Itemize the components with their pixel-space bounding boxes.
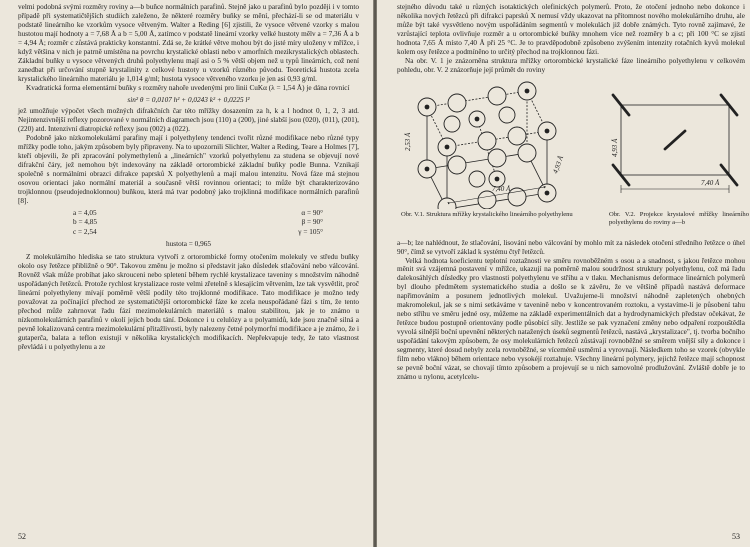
param-beta: β = 90° [301, 218, 323, 227]
fig2-dim-b: 4,93 Å [611, 138, 619, 157]
paragraph: a—b; lze nahlédnout, že stlačování, lisování nebo válcování by mohlo mít za následek otočení středního řetězce o úhel 90°, čímž se vytvoří základ k systému čtyř řetězců. [397, 238, 745, 256]
fig1-dim-b: 4,93 Å [551, 154, 566, 175]
param-gamma: γ = 105° [298, 227, 323, 236]
paragraph: Podobně jako nízkomolekulární parafiny mají i polyethyleny tendenci tvořit různé modifikace nebo různé typy mřížky podle toho, jakým způsobem byly připraveny. Na to upozornili Slichter, Walter a Reding, Teare a Holmes [7], kteří objevili, že při zpracování polymethylenů a „lineárních" vzorků polyethylenu za studena se objevují nové difrakční čáry, jež nemohou být indexovány na základě ortorombické základní buňky podle Bunna. Vznikají společně s normálními obrazci difrakce paprsků X polyethylenů a mají malou intenzitu. Nová fáze má stejnou osovou orientaci jako normální materiál a současně větší rovinnou orientaci; to může být charakterizováno trojklonnou (pseudojednoklonnou) buňkou, která má tvar podobný jako trojklinná modifikace normálních parafinů [8]. [18, 134, 359, 206]
axis-lengths [73, 209, 97, 238]
fig2-dim-a: 7,40 Å [701, 178, 720, 187]
paragraph: Z molekulárního hlediska se tato struktura vytvoří z ortorombické formy otočením molekuly ve středu buňky okolo osy řetězce přibližně o 90°. Takovou změnu je možno si představit jako důsledek stlačování nebo válcování. Rovněž však může probíhat jako skrouceni nebo spletení během rychlé krystalizace taveniny s množstvím náhodně uspořádaných řetězců. Protože rychlost krystalizace roste velmi zřetelně s klesajícím větvením, lze tak vysvětlit, proč lineární polyethyleny mívají poměrně větší podíly této trojklonné modifikace. Tato modifikace je možno tedy považovat za počínající přechod ze systematičtější ortorombické fáze ke zcela neuspořádané fázi s tím, že tento přechod může zahrnovat řadu fází mezimolekulárních materiálů s malou stabilitou, jak je to známo u nízkomolekulárních parafinů v okolí jejich bodu tání. Dokonce i u celulózy a u polyamidů, kde jsou značně silná a pevně lokalizovaná centra mezimolekulární přitažlivosti, byly nalezeny četné polymorfní modifikace a je známo, že i gutaperča, balata a teflon existují v několika krystalických modifikacích. Nepřekvapuje tedy, že tato vlastnost převládá i u polyethylenu a ze [18, 253, 359, 351]
figure-lattice-3d [397, 79, 587, 209]
right-text-column [397, 3, 749, 382]
figure-caption-2: Obr. V.2. Projekce krystalové mřížky lineárního polyethylenu do roviny a—b [609, 210, 749, 226]
figure-area [397, 79, 749, 237]
param-alpha: α = 90° [301, 208, 323, 217]
param-b: b = 4,85 [73, 218, 98, 227]
right-page [377, 0, 750, 547]
paragraph: stejného důvodu také u různých isotaktických olefinických polymerů. Proto, že otočení jednoho nebo dokonce i několika nových řetězců při difrakci paprsků X nemusí vždy ukazovat na přítomnost nového molekulárního druhu, ale může být také vysvětleno novým uspořádáním segmentů v molekulách již dobře známých. Tyto rovně zajímavé, že vzrůstající teplota ovlivňuje rozměr a u ortorombické buňky mnohem více než rozměry b a c; při 100 °C se zjistí hodnota 7,65 Å místo 7,40 Å při 25 °C. Je to pravděpodobně způsobeno zvýšením intenzity rotačních kyvů molekul kolem osy řetězce a podmíněno to určitý přechod na trojklonnou fázi. [397, 3, 745, 56]
fig1-dim-a: 7,40 Å [492, 184, 511, 193]
axis-angles [298, 209, 323, 238]
fig1-dim-c: 2,53 Å [404, 132, 412, 151]
page-number-right: 53 [732, 532, 740, 541]
paragraph: velmi podobná svými rozměry roviny a—b buňce normálních parafinů. Stejně jako u parafinů bylo později i v tomto případě při systematičtějších studiích zaleženo, že některé rozměry buňky se mění, přechází-li se od materiálu v podstatě lineárního ke vzorkům vysoce větveným. Walter a Reding [6] zjistili, že vysoce větvené vzorky s malou hustotou mají hodnoty a = 7,68 Å a b = 5,00 Å, zatímco v podstatě lineární vzorky velké hustoty mělv a = 7,36 Å a b = 4,94 Å; rozměr c zůstává prakticky konstantní. Zdá se, že krátké větve mohou být do jisté míry uloženy v mřížce, i když většina v nich je patrně umístěna na povrchu krystalické oblasti nebo v amorfních mezikrystalických oblastech. Základní buňky u vysoce větvených druhů polyethylenu mají asi o 5 % větší objem než u typů lineárních, což není zanedbat při určování stupně krystalinity z celkové hustoty u vzorků různého původu. Teoretická hustota zcela krystalického lineárního materiálu je 1,014 g/ml; hustota vysoce větveného vzorku je jen asi 0,93 g/ml. [18, 3, 359, 83]
paragraph: Velká hodnota koeficientu teplotní roztažnosti ve směru rovnoběžném s osou a a snadnost, s jakou řetězce mohou měnit svá vzájemná postavení v mřížce, ukazují na poměrně malou soudržnost struktury polyethylenu, což má řadu dalekosáhlých důsledky pro vlastnosti polyethylenu ve stříhu a v tlaku. Mechanismus deformace lineárních polymerů byl dlouho předmětem systematického studia a došlo se k závěru, že ve většině případů nastává deformace napřimováním a posunem jednotlivých molekul. Uvažujeme-li množství náhodně zapletených ohebných makromolekul, jak se s nimi setkáváme v tavenině nebo v koncentrovaném roztoku, a vystavíme-li je působení tahu nebo stříhu ve směru jedné osy, můžeme na základě experimentálních dat a hydrodynamických představ očekávat, že řetězce budou postupně orientovány podle působící síly. Jestliže se pak vyznačení změny nebo odpaření rozpouštědla vyvolá silnější boční upevnění některých natažených úseků segmentů řetězců, nastává „krystalizace", tj. tvorba bočního uspořádání takovým způsobem, že osy molekulárních řetězců zůstávají rovnoběžné se směrem vnější síly a dokonce i segmenty, které dosud nebyly zcela rovnoběžné, se víceméně usměrní a vyrovnají. Následkem toho se vzorek (obvykle film nebo vlákno) během orientace nebo vysokéjí roztahuje. Všechny lineární polymery, jejichž řetězce mají schopnost se pevně boční vázat, se chovají tímto způsobem a projevují se u nich samovolné prodlužování. Zvláště dobře je to známo u nylonu, acetylcelu- [397, 256, 745, 381]
param-c: c = 2,54 [73, 227, 97, 236]
left-page [0, 0, 373, 547]
param-a: a = 4,05 [73, 208, 97, 217]
page-number-left: 52 [18, 532, 26, 541]
cell-parameters [73, 209, 323, 238]
equation: sin² θ = 0,0107 h² + 0,0243 k² + 0,0225 l² [127, 95, 250, 104]
figure-caption-1: Obr. V.1. Struktura mřížky krystalického lineárního polyethylenu [401, 210, 573, 218]
paragraph: jež umožňuje výpočet všech možných difrakčních čar této mřížky dosazením za h, k a l hodnot 0, 1, 2, 3 atd. Nejintenzivnější reflexy pozorované v normálních diagramech jsou (110) a (200), jiné slabší jsou (020), (011), (201), (220) atd. Intenzivní diatropické reflexy jsou (002) a (022). [18, 107, 359, 134]
paragraph: Kvadratická forma elementární buňky s rozměry nahoře uvedenými pro linii CuKα (λ = 1,54 Å) je dána rovnicí [26, 83, 350, 92]
left-text-column [18, 3, 359, 352]
figure-lattice-projection [609, 79, 739, 209]
density-value: hustota = 0,965 [166, 240, 211, 249]
paragraph: Na obr. V. 1 je znázorněna struktura mřížky ortorombické krystalické fáze lineárního polyethylenu v celkovém pohledu, obr. V. 2 znázorňuje její průmět do roviny [397, 56, 745, 74]
